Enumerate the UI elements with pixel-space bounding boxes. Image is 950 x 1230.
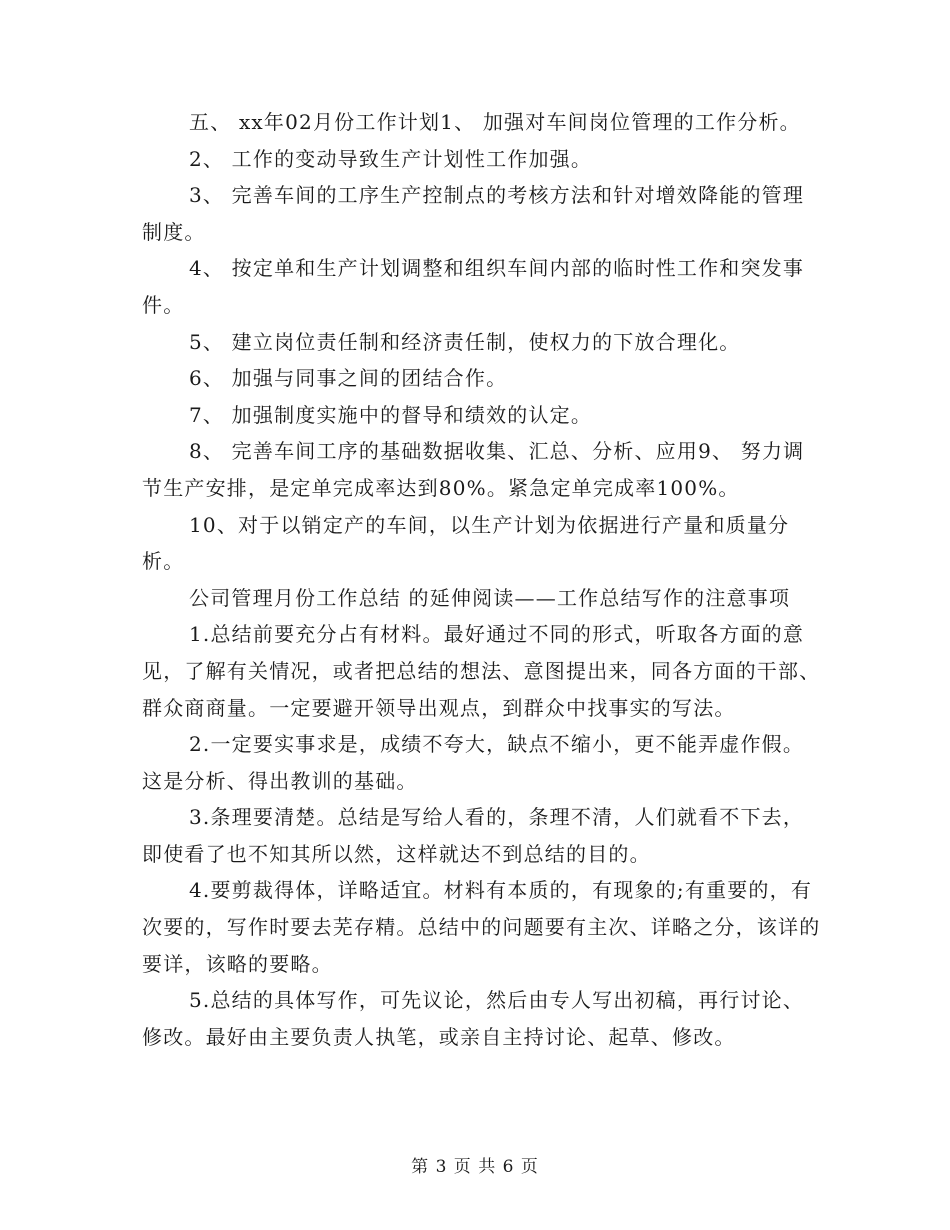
paragraph-tip-3: 3.条理要清楚。总结是写给人看的，条理不清，人们就看不下去，即使看了也不知其所以然，这样就达不到总结的目的。 xyxy=(142,805,805,866)
paragraph-plan-item-4: 4、 按定单和生产计划调整和组织车间内部的临时性工作和突发事件。 xyxy=(142,256,805,317)
page-number-footer: 第 3 页 共 6 页 xyxy=(411,1157,539,1177)
paragraph-tip-2: 2.一定要实事求是，成绩不夸大，缺点不缩小，更不能弄虚作假。这是分析、得出教训的基础。 xyxy=(142,732,805,793)
paragraph-tip-1: 1.总结前要充分占有材料。最好通过不同的形式，听取各方面的意见，了解有关情况，或者把总结的想法、意图提出来，同各方面的干部、群众商商量。一定要避开领导出观点，到群众中找事实的写法。 xyxy=(142,622,821,720)
paragraph-plan-item-6: 6、 加强与同事之间的团结合作。 xyxy=(189,366,508,391)
paragraph-plan-item-8: 8、 完善车间工序的基础数据收集、汇总、分析、应用9、 努力调节生产安排，是定单完成率达到80%。紧急定单完成率100%。 xyxy=(142,439,805,500)
paragraph-tip-4: 4.要剪裁得体，详略适宜。材料有本质的，有现象的;有重要的，有次要的，写作时要去芜存精。总结中的问题要有主次、详略之分，该详的要详，该略的要略。 xyxy=(142,878,821,976)
paragraph-extended-reading-heading: 公司管理月份工作总结 的延伸阅读——工作总结写作的注意事项 xyxy=(189,585,791,610)
paragraph-plan-item-10: 10、对于以销定产的车间，以生产计划为依据进行产量和质量分析。 xyxy=(142,512,790,574)
paragraph-tip-5: 5.总结的具体写作，可先议论，然后由专人写出初稿，再行讨论、修改。最好由主要负责人执笔，或亲自主持讨论、起草、修改。 xyxy=(142,988,805,1049)
document-body xyxy=(142,104,822,1055)
paragraph-plan-item-3: 3、 完善车间的工序生产控制点的考核方法和针对增效降能的管理制度。 xyxy=(142,183,805,244)
paragraph-plan-item-2: 2、 工作的变动导致生产计划性工作加强。 xyxy=(189,146,593,171)
paragraph-plan-item-7: 7、 加强制度实施中的督导和绩效的认定。 xyxy=(189,402,593,427)
paragraph-plan-item-5: 5、 建立岗位责任制和经济责任制，使权力的下放合理化。 xyxy=(189,329,741,354)
paragraph-plan-heading: 五、 xx年02月份工作计划1、 加强对车间岗位管理的工作分析。 xyxy=(189,110,801,134)
